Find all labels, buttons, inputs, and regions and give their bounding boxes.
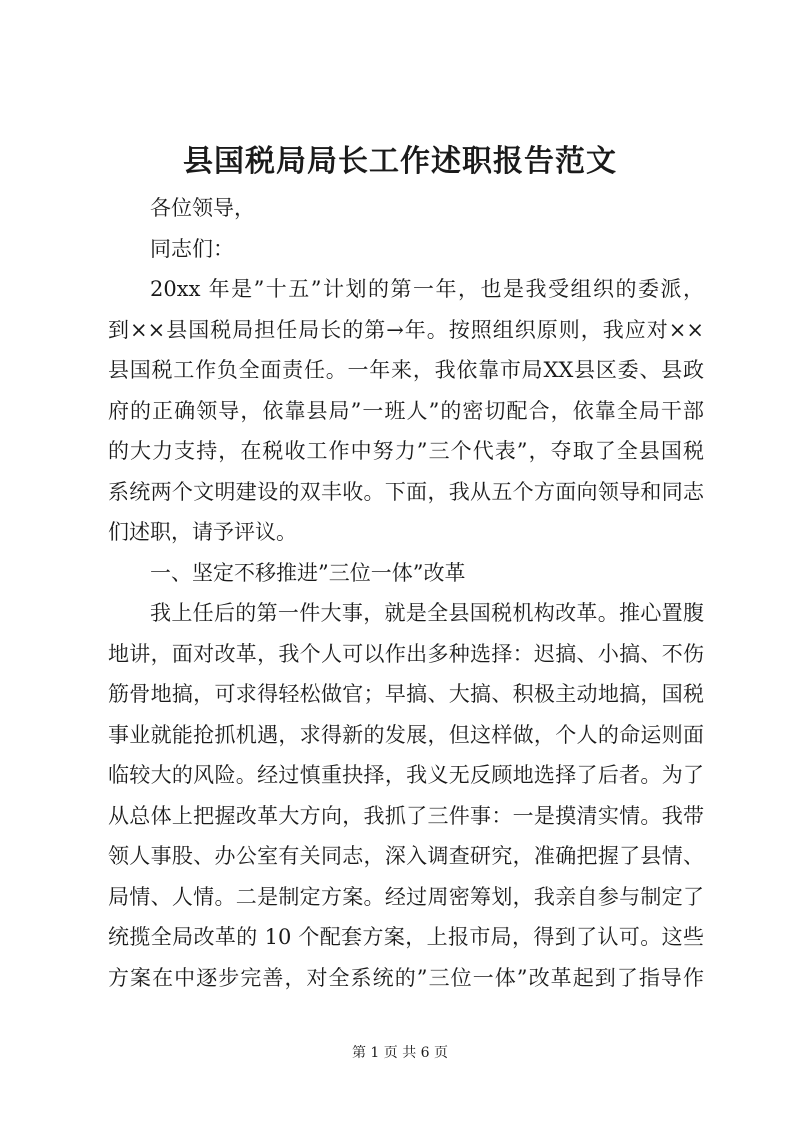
document-body	[108, 188, 704, 998]
body-line: 们述职，请予评议。	[108, 520, 297, 544]
body-line: 到××县国税局担任局长的第→年。按照组织原则，我应对××	[108, 317, 704, 342]
body-line: 20xx 年是”十五”计划的第一年，也是我受组织的委派，	[150, 277, 704, 301]
body-line: 临较大的风险。经过慎重抉择，我义无反顾地选择了后者。为了	[108, 763, 704, 787]
body-line: 县国税工作负全面责任。一年来，我依靠市局XX县区委、县政	[108, 358, 704, 382]
page-footer: 第 1 页 共 6 页	[351, 1045, 449, 1061]
body-line: 方案在中逐步完善，对全系统的”三位一体”改革起到了指导作	[108, 965, 704, 990]
body-line: 我上任后的第一件大事，就是全县国税机构改革。推心置腹	[150, 601, 704, 625]
body-line: 同志们：	[150, 236, 234, 261]
body-line: 地讲，面对改革，我个人可以作出多种选择：迟搞、小搞、不伤	[108, 641, 704, 666]
body-line: 系统两个文明建设的双丰收。下面，我从五个方面向领导和同志	[108, 479, 704, 504]
document-title: 县国税局局长工作述职报告范文	[183, 144, 617, 179]
body-line: 的大力支持，在税收工作中努力”三个代表”，夺取了全县国税	[108, 439, 704, 463]
body-line: 一、坚定不移推进”三位一体”改革	[150, 560, 466, 585]
body-line: 统揽全局改革的 10 个配套方案，上报市局，得到了认可。这些	[108, 925, 704, 949]
body-line: 从总体上把握改革大方向，我抓了三件事：一是摸清实情。我带	[108, 803, 704, 828]
body-line: 筋骨地搞，可求得轻松做官；早搞、大搞、积极主动地搞，国税	[108, 682, 704, 706]
body-line: 事业就能抢抓机遇，求得新的发展，但这样做，个人的命运则面	[108, 722, 704, 747]
body-line: 各位领导，	[150, 196, 255, 220]
body-line: 局情、人情。二是制定方案。经过周密筹划，我亲自参与制定了	[108, 884, 704, 909]
body-line: 府的正确领导，依靠县局”一班人”的密切配合，依靠全局干部	[108, 398, 704, 423]
body-line: 领人事股、办公室有关同志，深入调查研究，准确把握了县情、	[108, 844, 704, 868]
